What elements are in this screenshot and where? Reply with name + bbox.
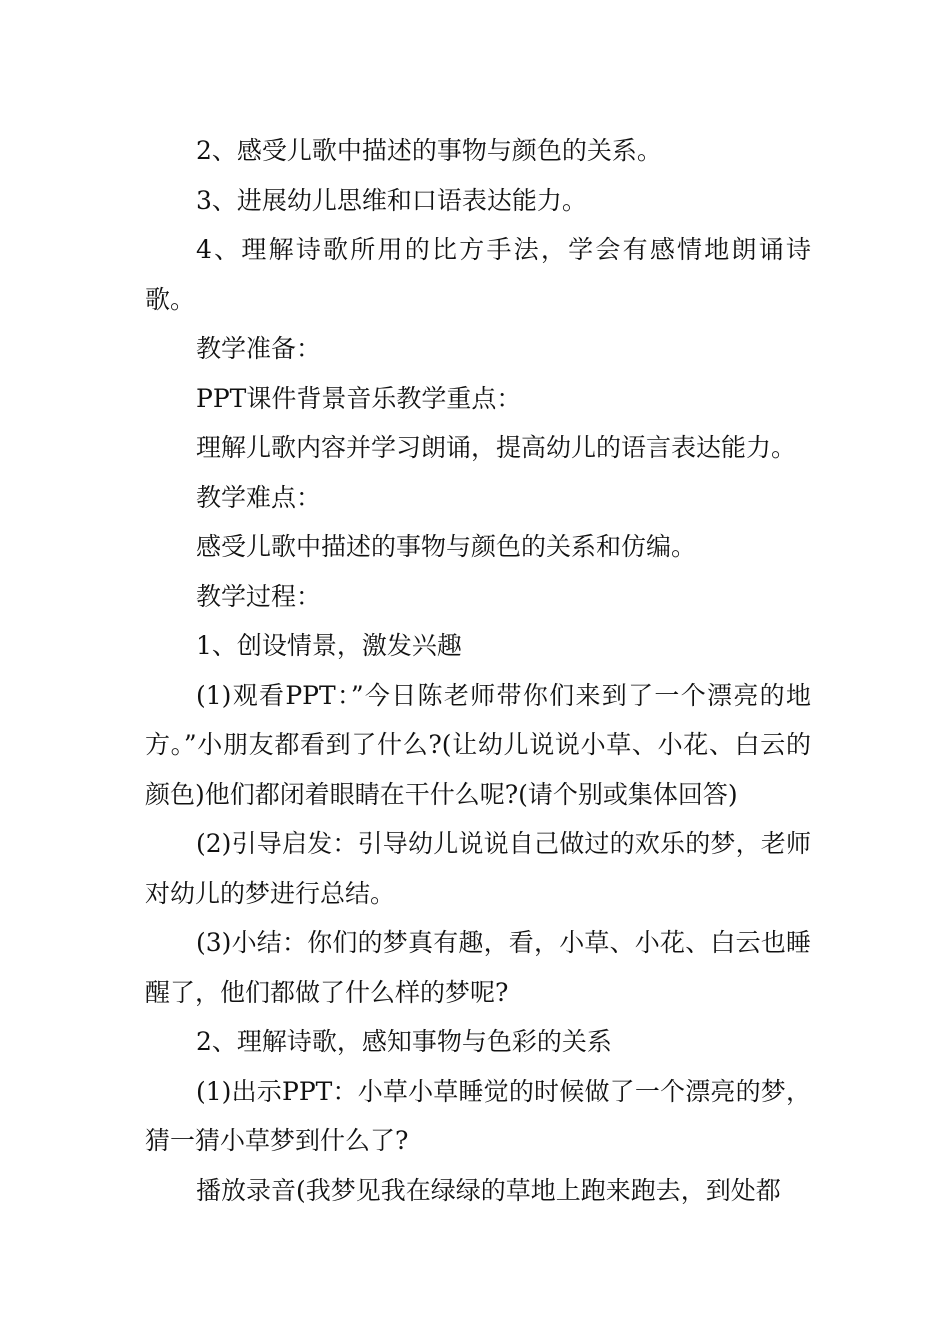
paragraph-objective-2: 2、感受儿歌中描述的事物与颜色的关系。	[196, 136, 662, 165]
paragraph-objective-3: 3、进展幼儿思维和口语表达能力。	[196, 185, 587, 215]
paragraph-step-1-2: (2)引导启发：引导幼儿说说自己做过的欢乐的梦，老师对幼儿的梦进行总结。	[145, 829, 811, 908]
paragraph-play-recording: 播放录音(我梦见我在绿绿的草地上跑来跑去，到处都	[196, 1175, 781, 1205]
heading-difficult-point: 教学难点：	[196, 482, 322, 512]
heading-step-1: 1、创设情景，激发兴趣	[196, 631, 462, 660]
heading-step-2: 2、理解诗歌，感知事物与色彩的关系	[196, 1027, 612, 1056]
paragraph-step-2-1: (1)出示PPT：小草小草睡觉的时候做了一个漂亮的梦，猜一猜小草梦到什么了?	[145, 1076, 811, 1155]
heading-teaching-preparation: 教学准备：	[196, 334, 322, 363]
paragraph-objective-4: 4、理解诗歌所用的比方手法，学会有感情地朗诵诗歌。	[145, 235, 811, 314]
paragraph-preparation-materials: PPT课件背景音乐教学重点：	[196, 383, 522, 413]
document-body	[145, 126, 811, 1215]
paragraph-step-1-1: (1)观看PPT：”今日陈老师带你们来到了一个漂亮的地方。”小朋友都看到了什么?(让幼儿说说小草、小花、白云的颜色)他们都闭着眼睛在干什么呢?(请个别或集体回答)	[145, 680, 811, 809]
paragraph-step-1-3: (3)小结：你们的梦真有趣，看，小草、小花、白云也睡醒了，他们都做了什么样的梦呢?	[145, 928, 811, 1007]
paragraph-difficult-point: 感受儿歌中描述的事物与颜色的关系和仿编。	[196, 532, 697, 561]
heading-teaching-process: 教学过程：	[196, 581, 322, 611]
paragraph-key-point: 理解儿歌内容并学习朗诵，提高幼儿的语言表达能力。	[196, 433, 797, 462]
